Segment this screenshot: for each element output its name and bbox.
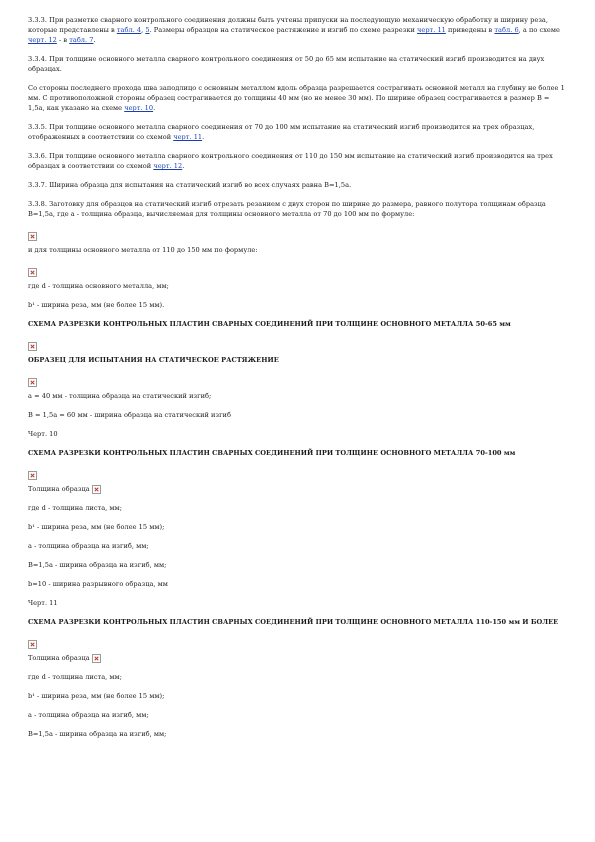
formula-image-2 — [28, 262, 567, 274]
paragraph-sample-thickness-70-100 — [28, 484, 567, 494]
link-drawing-12[interactable]: черт. 12 — [28, 36, 57, 44]
section-title-50-65: СХЕМА РАЗРЕЗКИ КОНТРОЛЬНЫХ ПЛАСТИН СВАРНЫХ СОЕДИНЕНИЙ ПРИ ТОЛЩИНЕ ОСНОВНОГО МЕТАЛЛА 50-65 мм — [28, 320, 511, 328]
text: . Размеры образцов на статическое растяжение и изгиб по схеме разрезки — [149, 26, 418, 34]
paragraph-3-3-4: 3.3.4. При толщине основного металла сварного контрольного соединения от 50 до 65 мм испытание на статический изгиб производится на двух образцах. — [28, 55, 545, 73]
paragraph-cut-width: b¹ - ширина реза, мм (не более 15 мм); — [28, 692, 165, 700]
paragraph-sample-thickness: a = 40 мм - толщина образца на статический изгиб; — [28, 392, 212, 400]
section-title-tensile-sample: ОБРАЗЕЦ ДЛЯ ИСПЫТАНИЯ НА СТАТИЧЕСКОЕ РАСТЯЖЕНИЕ — [28, 356, 279, 364]
text: . — [182, 162, 185, 170]
link-table-7[interactable]: табл. 7 — [69, 36, 94, 44]
text: , а по схеме — [518, 26, 560, 34]
paragraph-sample-width: B = 1,5a = 60 мм - ширина образца на статический изгиб — [28, 411, 231, 419]
link-table-5[interactable]: 5 — [145, 26, 150, 34]
text: приведены в — [445, 26, 495, 34]
paragraph-3-3-7: 3.3.7. Ширина образца для испытания на статический изгиб во всех случаях равна B=1,5a. — [28, 181, 352, 189]
link-drawing-12[interactable]: черт. 12 — [153, 162, 183, 170]
paragraph-cut-width: b¹ - ширина реза, мм (не более 15 мм); — [28, 523, 165, 531]
drawing-caption-11: Черт. 11 — [28, 599, 58, 607]
paragraph-sample-thickness-110-150 — [28, 653, 567, 663]
sample-image-tensile — [28, 372, 567, 384]
text: . — [202, 133, 205, 141]
paragraph-bend-width: B=1,5a - ширина образца на изгиб, мм; — [28, 561, 167, 569]
broken-image-icon — [28, 232, 37, 241]
text: Толщина образца — [28, 485, 90, 493]
paragraph-bend-thickness: a - толщина образца на изгиб, мм; — [28, 542, 149, 550]
link-drawing-10[interactable]: черт. 10 — [124, 104, 154, 112]
paragraph-3-3-3 — [28, 15, 567, 45]
paragraph-where-d: где d - толщина основного металла, мм; — [28, 282, 169, 290]
text: 3.3.6. При толщине основного металла сварного контрольного соединения от 110 до 150 мм испытание на статический изгиб производится на трех образцах в соответствии со схемой — [28, 152, 553, 170]
drawing-caption-10: Черт. 10 — [28, 430, 58, 438]
broken-image-icon — [92, 485, 101, 494]
scheme-image-110-150 — [28, 634, 567, 646]
paragraph-bend-width: B=1,5a - ширина образца на изгиб, мм; — [28, 730, 167, 738]
paragraph-where-d-sheet: где d - толщина листа, мм; — [28, 673, 122, 681]
text: Толщина образца — [28, 654, 90, 662]
paragraph-where-d-sheet: где d - толщина листа, мм; — [28, 504, 122, 512]
section-title-70-100: СХЕМА РАЗРЕЗКИ КОНТРОЛЬНЫХ ПЛАСТИН СВАРНЫХ СОЕДИНЕНИЙ ПРИ ТОЛЩИНЕ ОСНОВНОГО МЕТАЛЛА 70-100 мм — [28, 449, 516, 457]
paragraph-3-3-5 — [28, 122, 567, 142]
text: . — [93, 36, 96, 44]
text: Со стороны последнего прохода шва заподлицо с основным металлом вдоль образца разрешается сострагивать основной металл на глубину не более 1 мм. С противоположной стороны образец сострагивается до толщины 40 мм (но не менее 30 мм). По ширине образец сострагивается в размер B = 1,5a, как указано на схеме — [28, 84, 565, 112]
link-drawing-11[interactable]: черт. 11 — [173, 133, 203, 141]
paragraph-bend-thickness: a - толщина образца на изгиб, мм; — [28, 711, 149, 719]
scheme-image-70-100 — [28, 465, 567, 477]
text: , — [141, 26, 146, 34]
text: . — [153, 104, 156, 112]
paragraph-cut-width: b¹ - ширина реза, мм (не более 15 мм). — [28, 301, 165, 309]
broken-image-icon — [28, 471, 37, 480]
paragraph-3-3-8: 3.3.8. Заготовку для образцов на статический изгиб отрезать резанием с двух сторон по ширине до размера, равного полутора толщинам образца B=1,5a, где a - толщина образца, вычисляемая для толщины основного металла от 70 до 100 мм по формуле: — [28, 200, 546, 218]
paragraph-formula-2-intro: и для толщины основного металла от 110 до 150 мм по формуле: — [28, 246, 258, 254]
text: 3.3.3. При разметке сварного контрольного соединения должны быть учтены припуски на последующую механическую обработку и ширину реза, которые представлены в — [28, 16, 549, 34]
formula-image-1 — [28, 226, 567, 238]
link-table-6[interactable]: табл. 6 — [494, 26, 519, 34]
section-title-110-150: СХЕМА РАЗРЕЗКИ КОНТРОЛЬНЫХ ПЛАСТИН СВАРНЫХ СОЕДИНЕНИЙ ПРИ ТОЛЩИНЕ ОСНОВНОГО МЕТАЛЛА 110-150 мм И БОЛЕЕ — [28, 618, 559, 626]
text: 3.3.5. При толщине основного металла сварного соединения от 70 до 100 мм испытание на статический изгиб производится на трех образцах, отображенных в соответствии со схемой — [28, 123, 535, 141]
broken-image-icon — [28, 378, 37, 387]
link-drawing-11[interactable]: черт. 11 — [417, 26, 446, 34]
broken-image-icon — [28, 268, 37, 277]
scheme-image-50-65 — [28, 336, 567, 348]
paragraph-machining — [28, 83, 567, 113]
broken-image-icon — [28, 342, 37, 351]
broken-image-icon — [92, 654, 101, 663]
link-table-4[interactable]: табл. 4 — [116, 26, 142, 34]
paragraph-tensile-width: b=10 - ширина разрывного образца, мм — [28, 580, 168, 588]
paragraph-3-3-6 — [28, 151, 567, 171]
broken-image-icon — [28, 640, 37, 649]
text: - в — [56, 36, 70, 44]
